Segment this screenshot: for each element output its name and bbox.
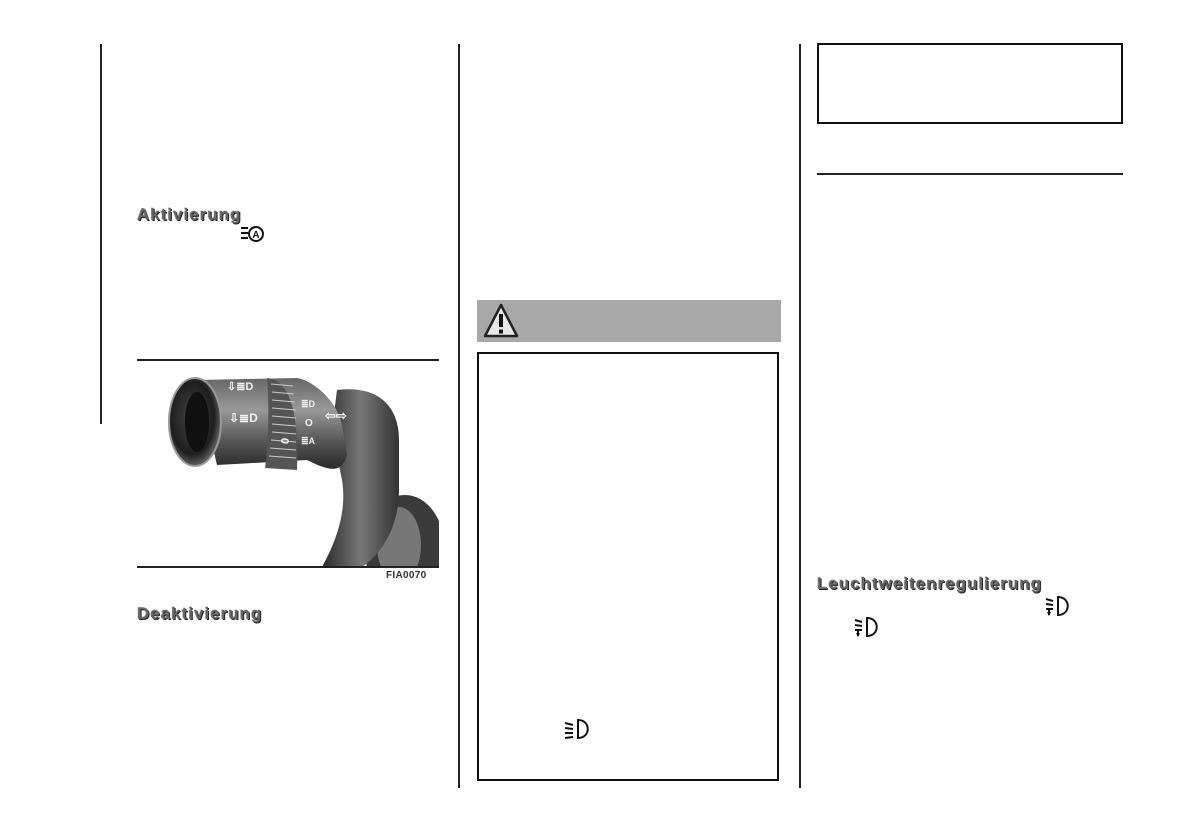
heading-activation: Aktivierung: [137, 205, 242, 224]
svg-text:⇩≣D: ⇩≣D: [227, 381, 254, 393]
low-beam-icon: [564, 718, 592, 740]
svg-text:⇦⇨: ⇦⇨: [325, 408, 347, 423]
svg-text:0: 0: [279, 437, 293, 446]
figure-rule-bottom: [137, 566, 439, 568]
warning-box: [477, 352, 779, 781]
warning-bar: [477, 300, 781, 342]
warning-triangle-icon: [482, 302, 520, 340]
section-rule: [817, 173, 1123, 175]
svg-text:≣A: ≣A: [301, 436, 316, 446]
column-rule-middle: [458, 44, 460, 788]
headlight-leveling-icon: [853, 616, 881, 638]
svg-text:A: A: [252, 230, 260, 241]
svg-text:≣D: ≣D: [301, 399, 316, 409]
svg-text:⇩≣D: ⇩≣D: [229, 411, 258, 425]
svg-text:O: O: [305, 418, 313, 429]
heading-deactivation: Deaktivierung: [137, 604, 263, 623]
figure-code: FIA0070: [386, 570, 427, 581]
auto-headlight-icon: [240, 224, 266, 244]
headlight-leveling-icon: [1044, 595, 1072, 617]
note-box: [817, 43, 1123, 124]
light-switch-figure: [137, 360, 439, 567]
heading-leveling: Leuchtweitenregulierung: [817, 574, 1043, 593]
column-rule-right: [799, 44, 801, 788]
column-rule-left: [100, 44, 102, 424]
